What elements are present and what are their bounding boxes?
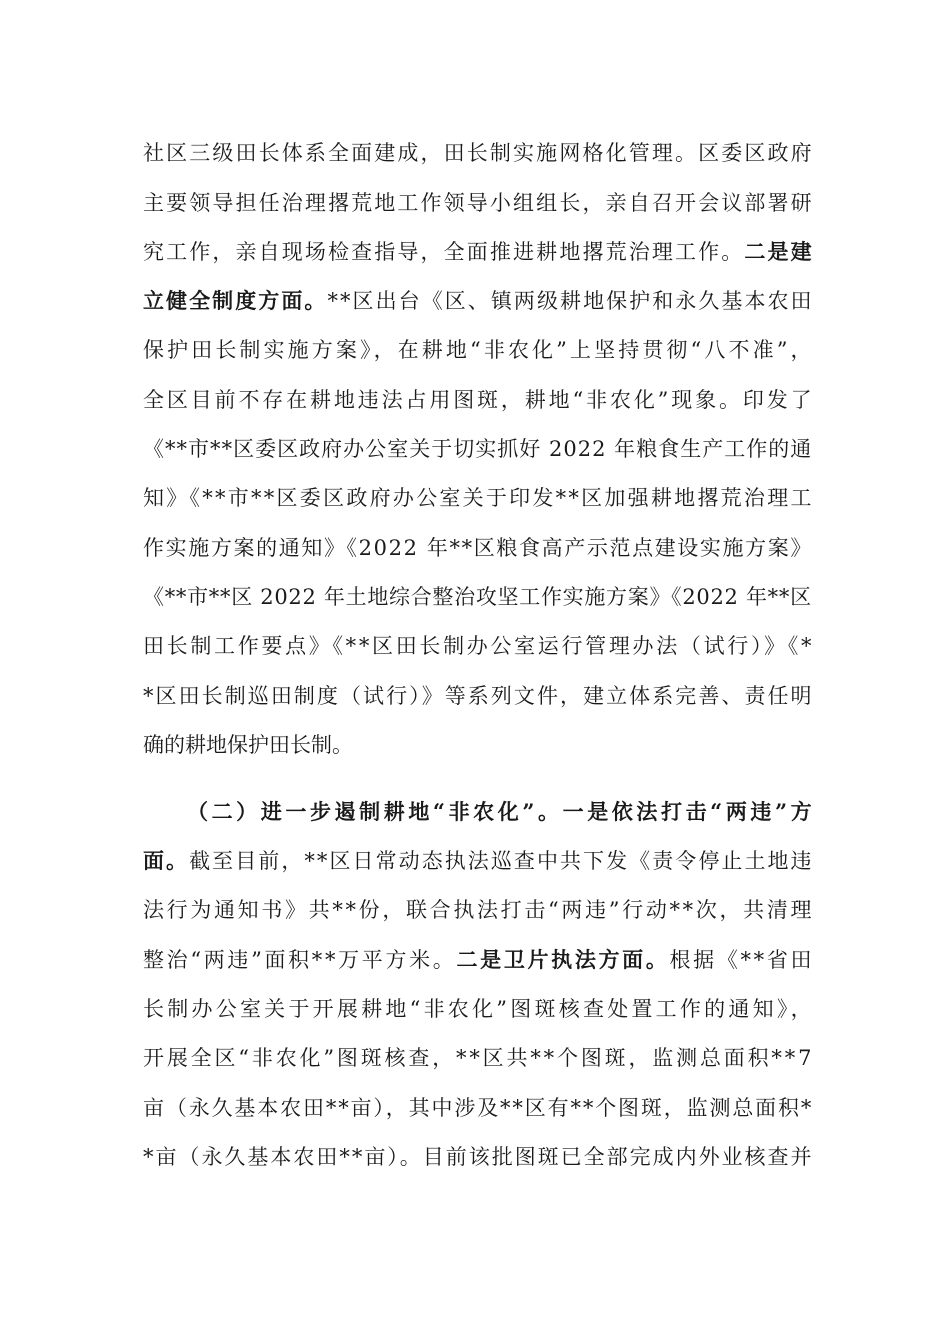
text-run: 亩（永久基本农田**亩），其中涉及**区有**个图斑，监测总面积* [143, 1096, 814, 1120]
bold-heading-run: 二是卫片执法方面。 [456, 947, 670, 972]
text-run: 保护田长制实施方案》，在耕地“非农化”上坚持贯彻“八不准”， [143, 338, 815, 362]
text-run: 长制办公室关于开展耕地“非农化”图斑核查处置工作的通知》， [143, 997, 815, 1021]
text-line [143, 380, 813, 420]
text-line [143, 1137, 813, 1177]
text-line [143, 1038, 813, 1078]
text-run: 《**市**区 2022 年土地综合整治攻坚工作实施方案》《2022 年**区 [143, 585, 812, 609]
text-run: *亩（永久基本农田**亩）。目前该批图斑已全部完成内外业核查并 [143, 1145, 814, 1169]
text-line [143, 890, 813, 930]
text-run: 《**市**区委区政府办公室关于切实抓好 2022 年粮食生产工作的通 [143, 437, 813, 461]
text-line [143, 133, 813, 173]
text-line [143, 330, 813, 370]
text-line [143, 841, 813, 881]
text-run: 社区三级田长体系全面建成，田长制实施网格化管理。区委区政府 [143, 141, 814, 165]
section-heading: （二）进一步遏制耕地“非农化”。一是依法打击“两违”方 [187, 799, 816, 824]
text-line [143, 1088, 813, 1128]
bold-heading-run: 立健全制度方面。 [143, 288, 328, 313]
bold-heading-run: 面。 [143, 848, 190, 873]
text-run: 知》《**市**区委区政府办公室关于印发**区加强耕地撂荒治理工 [143, 486, 814, 510]
text-run: **区出台《区、镇两级耕地保护和永久基本农田 [327, 289, 814, 313]
text-line [143, 577, 813, 617]
text-line [143, 478, 813, 518]
text-line [143, 626, 813, 666]
section-heading-line [187, 792, 816, 832]
text-run: 开展全区“非农化”图斑核查，**区共**个图斑，监测总面积**7 [143, 1046, 815, 1070]
text-line [143, 183, 813, 223]
text-line [143, 725, 813, 765]
text-run: 确的耕地保护田长制。 [143, 733, 353, 757]
text-run: 根据《**省田 [669, 948, 815, 972]
text-line [143, 232, 813, 272]
text-run: 整治“两违”面积**万平方米。 [143, 948, 457, 972]
text-run: 田长制工作要点》《**区田长制办公室运行管理办法（试行）》《* [143, 634, 815, 658]
text-line [143, 429, 813, 469]
text-run: 法行为通知书》共**份，联合执法打击“两违”行动**次，共清理 [143, 898, 815, 922]
bold-heading-run: 二是建 [744, 239, 814, 264]
text-run: 作实施方案的通知》《2022 年**区粮食高产示范点建设实施方案》 [143, 536, 814, 560]
text-line [143, 676, 813, 716]
text-run: 全区目前不存在耕地违法占用图斑，耕地“非农化”现象。印发了 [143, 388, 815, 412]
text-run: 究工作，亲自现场检查指导，全面推进耕地撂荒治理工作。 [143, 240, 745, 264]
text-line [143, 281, 813, 321]
text-line [143, 528, 813, 568]
text-run: *区田长制巡田制度（试行）》等系列文件，建立体系完善、责任明 [143, 684, 814, 708]
text-line [143, 989, 813, 1029]
text-run: 主要领导担任治理撂荒地工作领导小组组长，亲自召开会议部署研 [143, 191, 814, 215]
text-run: 截至目前，**区日常动态执法巡查中共下发《责令停止土地违 [189, 849, 814, 873]
text-line [143, 940, 813, 980]
